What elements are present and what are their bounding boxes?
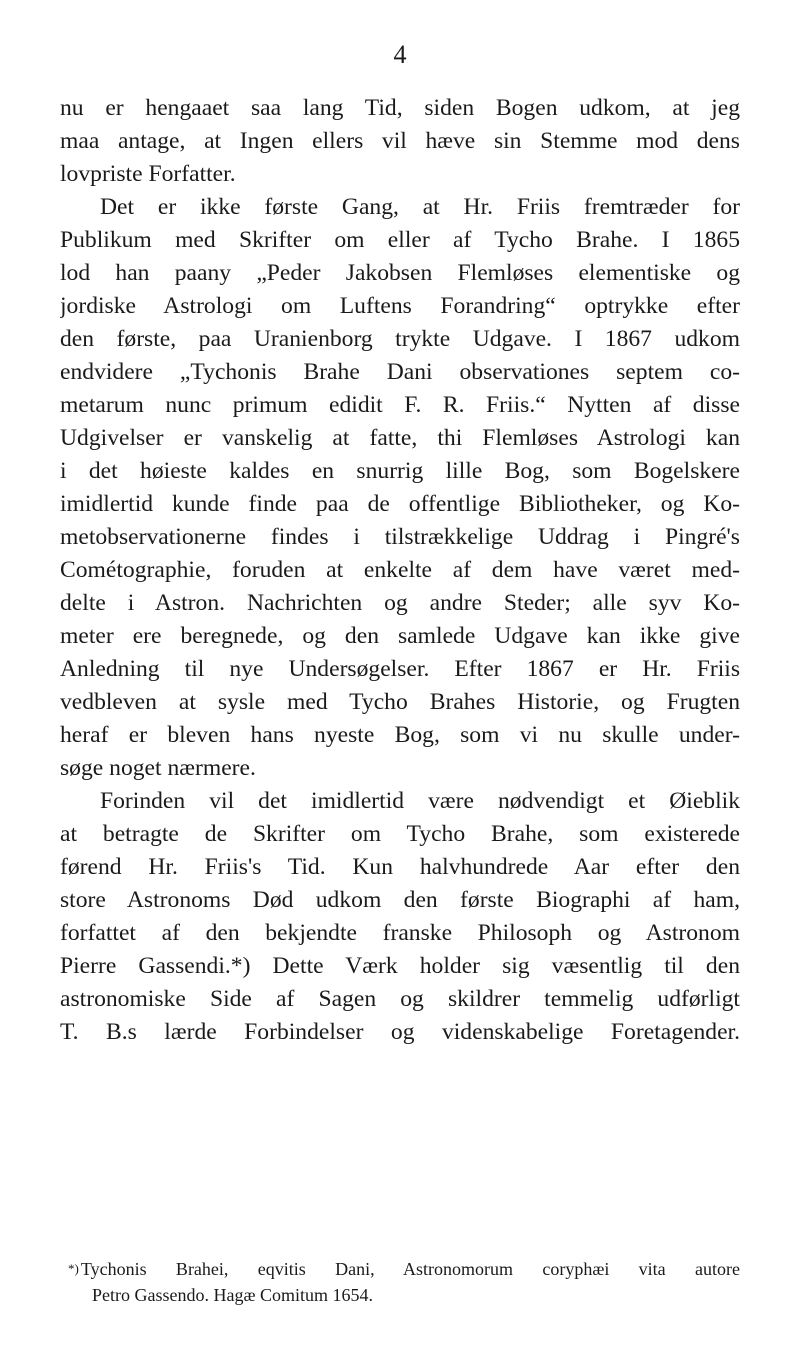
paragraph-1 [60, 92, 740, 191]
text-line: imidlertid kunde finde paa de offentlige Bibliotheker, og Ko- [60, 491, 740, 517]
text-line: jordiske Astrologi om Luftens Forandring“ optrykke efter [60, 293, 740, 319]
text-line: maa antage, at Ingen ellers vil hæve sin Stemme mod dens [60, 128, 740, 154]
text-line: nu er hengaaet saa lang Tid, siden Bogen udkom, at jeg [60, 95, 740, 121]
footnote-marker: *) [68, 1261, 79, 1276]
text-line: metarum nunc primum edidit F. R. Friis.“ Nytten af disse [60, 392, 740, 418]
text-line: forfattet af den bekjendte franske Philosoph og Astronom [60, 920, 740, 946]
paragraph-3 [60, 785, 740, 1049]
text-line: at betragte de Skrifter om Tycho Brahe, som existerede [60, 821, 740, 847]
page-number: 4 [393, 40, 407, 69]
text-line: Forinden vil det imidlertid være nødvendigt et Øieblik [100, 788, 740, 814]
text-line: T. B.s lærde Forbindelser og videnskabelige Foretagender. [60, 1019, 740, 1045]
text-line: førend Hr. Friis's Tid. Kun halvhundrede Aar efter den [60, 854, 740, 880]
footnote-line: Petro Gassendo. Hagæ Comitum 1654. [92, 1285, 373, 1305]
text-line: Det er ikke første Gang, at Hr. Friis fremtræder for [100, 194, 740, 220]
footnote-line [68, 1256, 740, 1282]
text-line: Anledning til nye Undersøgelser. Efter 1867 er Hr. Friis [60, 656, 740, 682]
text-line: meter ere beregnede, og den samlede Udgave kan ikke give [60, 623, 740, 649]
text-line: astronomiske Side af Sagen og skildrer temmelig udførligt [60, 986, 740, 1012]
text-line: Pierre Gassendi.*) Dette Værk holder sig væsentlig til den [60, 953, 740, 979]
body-text [60, 92, 740, 1049]
text-line: store Astronoms Død udkom den første Biographi af ham, [60, 887, 740, 913]
text-line: Udgivelser er vanskelig at fatte, thi Flemløses Astrologi kan [60, 425, 740, 451]
text-line: Publikum med Skrifter om eller af Tycho Brahe. I 1865 [60, 227, 740, 253]
text-line: endvidere „Tychonis Brahe Dani observationes septem co- [60, 359, 740, 385]
text-line: den første, paa Uranienborg trykte Udgave. I 1867 udkom [60, 326, 740, 352]
text-line: søge noget nærmere. [60, 755, 256, 781]
paragraph-2 [60, 191, 740, 785]
text-line: vedbleven at sysle med Tycho Brahes Historie, og Frugten [60, 689, 740, 715]
text-line: lovpriste Forfatter. [60, 161, 236, 187]
footnote-text: Tychonis Brahei, eqvitis Dani, Astronomorum coryphæi vita autore [80, 1259, 740, 1279]
text-line: metobservationerne findes i tilstrækkelige Uddrag i Pingré's [60, 524, 740, 550]
footnote [68, 1256, 740, 1308]
text-line: lod han paany „Peder Jakobsen Flemløses elementiske og [60, 260, 740, 286]
text-line: heraf er bleven hans nyeste Bog, som vi nu skulle under- [60, 722, 740, 748]
text-line: delte i Astron. Nachrichten og andre Steder; alle syv Ko- [60, 590, 740, 616]
text-line: Cométographie, foruden at enkelte af dem have været med- [60, 557, 740, 583]
text-line: i det høieste kaldes en snurrig lille Bog, som Bogelskere [60, 458, 740, 484]
